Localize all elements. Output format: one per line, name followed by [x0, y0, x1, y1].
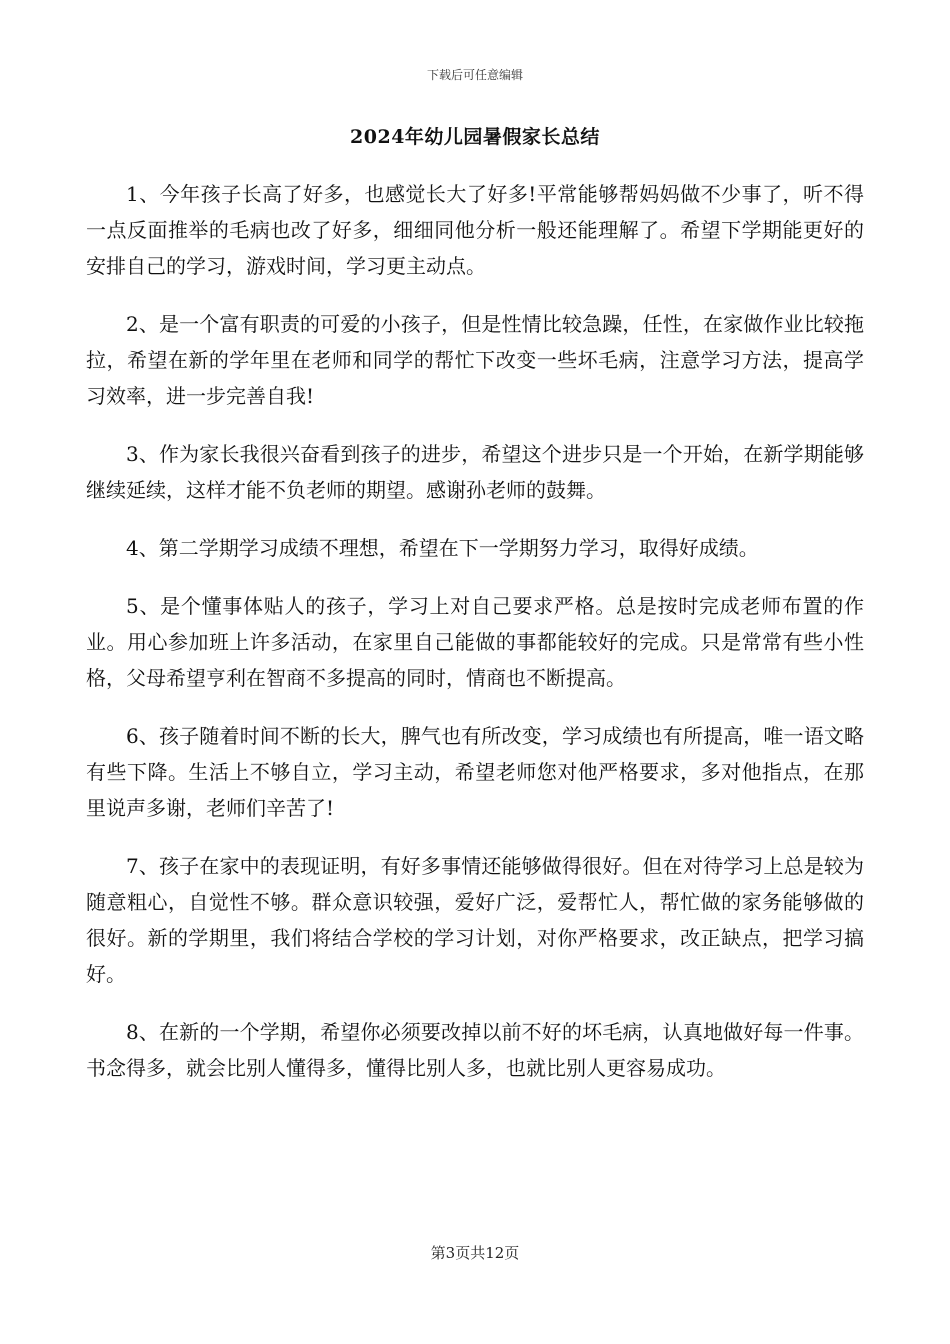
paragraph-5: 5、是个懂事体贴人的孩子，学习上对自己要求严格。总是按时完成老师布置的作业。用心参加班上许多活动，在家里自己能做的事都能较好的完成。只是常常有些小性格，父母希望亨利在智商不多提高的同时，情商也不断提高。 [86, 594, 864, 690]
paragraph-7: 7、孩子在家中的表现证明，有好多事情还能够做得很好。但在对待学习上总是较为随意粗心，自觉性不够。群众意识较强，爱好广泛，爱帮忙人，帮忙做的家务能够做的很好。新的学期里，我们将结合学校的学习计划，对你严格要求，改正缺点，把学习搞好。 [86, 854, 864, 986]
header-note: 下载后可任意编辑 [426, 68, 523, 82]
paragraph-2: 2、是一个富有职责的可爱的小孩子，但是性情比较急躁，任性，在家做作业比较拖拉，希望在新的学年里在老师和同学的帮忙下改变一些坏毛病，注意学习方法，提高学习效率，进一步完善自我! [86, 312, 864, 408]
document-title: 2024年幼儿园暑假家长总结 [350, 126, 600, 148]
document-body [86, 176, 864, 1108]
page-number: 第3页共12页 [430, 1244, 520, 1262]
paragraph-6: 6、孩子随着时间不断的长大，脾气也有所改变，学习成绩也有所提高，唯一语文略有些下降。生活上不够自立，学习主动，希望老师您对他严格要求，多对他指点，在那里说声多谢，老师们辛苦了! [86, 724, 864, 820]
paragraph-8: 8、在新的一个学期，希望你必须要改掉以前不好的坏毛病，认真地做好每一件事。书念得多，就会比别人懂得多，懂得比别人多，也就比别人更容易成功。 [86, 1020, 864, 1080]
paragraph-4: 4、第二学期学习成绩不理想，希望在下一学期努力学习，取得好成绩。 [126, 536, 759, 560]
paragraph-3: 3、作为家长我很兴奋看到孩子的进步，希望这个进步只是一个开始，在新学期能够继续延续，这样才能不负老师的期望。感谢孙老师的鼓舞。 [86, 442, 864, 502]
paragraph-1: 1、今年孩子长高了好多，也感觉长大了好多!平常能够帮妈妈做不少事了，听不得一点反面推举的毛病也改了好多，细细同他分析一般还能理解了。希望下学期能更好的安排自己的学习，游戏时间，学习更主动点。 [86, 182, 864, 278]
